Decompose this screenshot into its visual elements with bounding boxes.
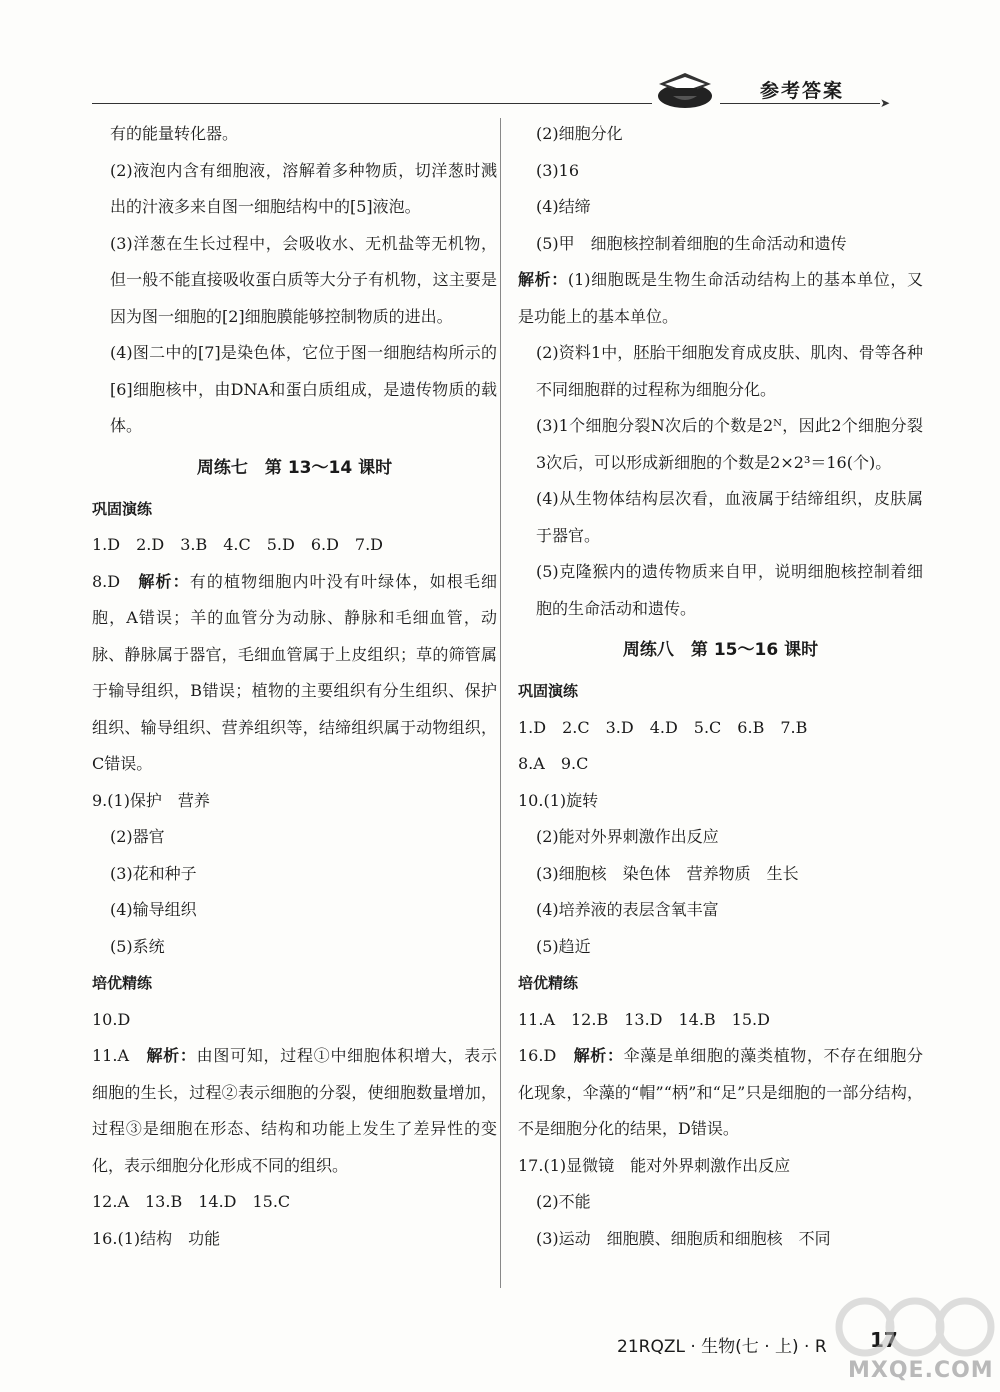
footer-code: 21RQZL · 生物(七 · 上) · R [617, 1337, 827, 1357]
answer-text: (2)器官 [110, 827, 165, 846]
answer-text: 有的植物细胞内叶没有叶绿体，如根毛细胞，A错误；羊的血管分为动脉、静脉和毛细血管，动脉、静脉属于器官，毛细血管属于上皮组织；草的筛管属于输导组织，B错误；植物的主要组织有分生组织、保护组织、输导组织、营养组织等，结缔组织属于动物组织，C错误。 [92, 571, 497, 773]
answer-line [92, 783, 497, 820]
column-divider [500, 118, 501, 1288]
subsection-heading [92, 491, 497, 528]
answer-line [518, 189, 923, 226]
answer-text: 1.D 2.D 3.B 4.C 5.D 6.D 7.D [92, 535, 384, 554]
answer-line [518, 892, 923, 929]
section-heading [92, 445, 497, 491]
left-column [92, 116, 497, 1257]
answer-text: (3)细胞核 染色体 营养物质 生长 [536, 863, 799, 883]
answer-line [92, 1221, 497, 1258]
answer-text: 11.A 12.B 13.D 14.B 15.D [518, 1009, 770, 1029]
answer-line [518, 408, 923, 481]
subsection-heading [518, 673, 923, 710]
answer-text: 由图可知，过程①中细胞体积增大，表示细胞的生长，过程②表示细胞的分裂，使细胞数量增加，过程③是细胞在形态、结构和功能上发生了差异性的变化，表示细胞分化形成不同的组织。 [92, 1046, 497, 1175]
answer-text: (4)培养液的表层含氧丰富 [536, 900, 719, 919]
answer-text: (2)资料1中，胚胎干细胞发育成皮肤、肌肉、骨等各种不同细胞群的过程称为细胞分化。 [536, 343, 923, 399]
answer-line [518, 481, 923, 554]
answer-text: 17.(1)显微镜 能对外界刺激作出反应 [518, 1155, 791, 1175]
answer-text: (2)不能 [536, 1192, 591, 1211]
answer-line [518, 1184, 923, 1221]
answer-line [518, 819, 923, 856]
answer-text: 12.A 13.B 14.D 15.C [92, 1192, 291, 1211]
header-rule-left [92, 103, 652, 104]
answer-prefix: 16.D [518, 1046, 574, 1065]
answer-text: (4)结缔 [536, 197, 591, 216]
answer-line [92, 564, 497, 783]
answer-text: (5)克隆猴内的遗传物质来自甲，说明细胞核控制着细胞的生命活动和遗传。 [536, 562, 923, 618]
answer-line [518, 783, 923, 820]
answer-text: (3)运动 细胞膜、细胞质和细胞核 不同 [536, 1228, 831, 1248]
answer-line [518, 226, 923, 263]
header-rule-right [720, 103, 880, 104]
answer-text: (5)甲 细胞核控制着细胞的生命活动和遗传 [536, 233, 847, 253]
analysis-label: 解析： [138, 571, 190, 591]
answer-line [92, 819, 497, 856]
answer-line [518, 929, 923, 966]
answer-line [518, 1148, 923, 1185]
answer-text: (3)花和种子 [110, 863, 197, 883]
answer-text: (4)从生物体结构层次看，血液属于结缔组织，皮肤属于器官。 [536, 489, 923, 545]
subsection-heading [92, 965, 497, 1002]
answer-text: (3)1个细胞分裂N次后的个数是2ᴺ，因此2个细胞分裂3次后，可以形成新细胞的个数是2×2³＝16(个)。 [536, 416, 923, 472]
answer-text: (2)能对外界刺激作出反应 [536, 827, 719, 846]
watermark-text: MXQE.COM [848, 1358, 994, 1383]
answer-line [92, 527, 497, 564]
answer-text: 10.D [92, 1009, 131, 1029]
answer-text: 巩固演练 [518, 682, 579, 700]
analysis-label: 解析： [518, 270, 568, 289]
answer-text: 10.(1)旋转 [518, 790, 599, 810]
subsection-heading [518, 965, 923, 1002]
header-title: 参考答案 [760, 80, 845, 102]
answer-text: 9.(1)保护 营养 [92, 790, 210, 810]
answer-line [518, 746, 923, 783]
answer-prefix: 8.D [92, 571, 139, 591]
answer-line [92, 929, 497, 966]
page-header [0, 0, 1000, 120]
answer-text: (2)液泡内含有细胞液，溶解着多种物质，切洋葱时溅出的汁液多来自图一细胞结构中的[5]液泡。 [110, 160, 497, 216]
analysis-label: 解析： [573, 1046, 624, 1065]
answer-text: (5)趋近 [536, 936, 591, 956]
answer-line [92, 116, 497, 153]
answer-text: 培优精练 [92, 974, 153, 992]
graduation-cap-icon [656, 70, 714, 110]
answer-line [92, 1184, 497, 1221]
answer-text: 1.D 2.C 3.D 4.D 5.C 6.B 7.B [518, 717, 808, 737]
answer-text: 有的能量转化器。 [110, 124, 239, 143]
answer-text: (3)洋葱在生长过程中，会吸收水、无机盐等无机物，但一般不能直接吸收蛋白质等大分子有机物，这主要是因为图一细胞的[2]细胞膜能够控制物质的进出。 [110, 233, 497, 326]
answer-line [518, 1002, 923, 1039]
answer-line [518, 856, 923, 893]
answer-line [518, 1038, 923, 1148]
answer-line [518, 116, 923, 153]
answer-text: (3)16 [536, 160, 580, 180]
answer-text: 培优精练 [518, 974, 579, 992]
answer-line [518, 1221, 923, 1258]
arrow-right-icon: ➤ [880, 96, 891, 110]
answer-line [92, 335, 497, 445]
answer-text: 16.(1)结构 功能 [92, 1228, 221, 1248]
answer-line [92, 1038, 497, 1184]
answer-line [518, 554, 923, 627]
answer-text: 周练八 第 15～16 课时 [622, 640, 819, 660]
answer-line [92, 892, 497, 929]
answer-line [518, 710, 923, 747]
answer-text: (4)图二中的[7]是染色体，它位于图一细胞结构所示的[6]细胞核中，由DNA和蛋白质组成，是遗传物质的载体。 [110, 343, 497, 435]
answer-text: 巩固演练 [92, 499, 153, 518]
answer-prefix: 11.A [92, 1046, 147, 1065]
answer-text: (4)输导组织 [110, 900, 197, 919]
answer-line [518, 262, 923, 335]
answer-line [92, 226, 497, 336]
answer-text: 周练七 第 13～14 课时 [196, 457, 393, 478]
analysis-label: 解析： [146, 1046, 197, 1065]
answer-line [518, 153, 923, 190]
answer-text: 伞藻是单细胞的藻类植物，不存在细胞分化现象，伞藻的“帽”“柄”和“足”只是细胞的一部分结构，不是细胞分化的结果，D错误。 [518, 1046, 923, 1138]
answer-text: 8.A 9.C [518, 754, 589, 773]
section-heading [518, 627, 923, 673]
page-number: 17 [870, 1328, 898, 1352]
answer-text: (1)细胞既是生物生命活动结构上的基本单位，又是功能上的基本单位。 [518, 270, 923, 326]
right-column [518, 116, 923, 1257]
answer-line [92, 153, 497, 226]
answer-text: (2)细胞分化 [536, 124, 623, 143]
answer-line [92, 856, 497, 893]
answer-text: (5)系统 [110, 936, 165, 956]
answer-line [518, 335, 923, 408]
answer-line [92, 1002, 497, 1039]
